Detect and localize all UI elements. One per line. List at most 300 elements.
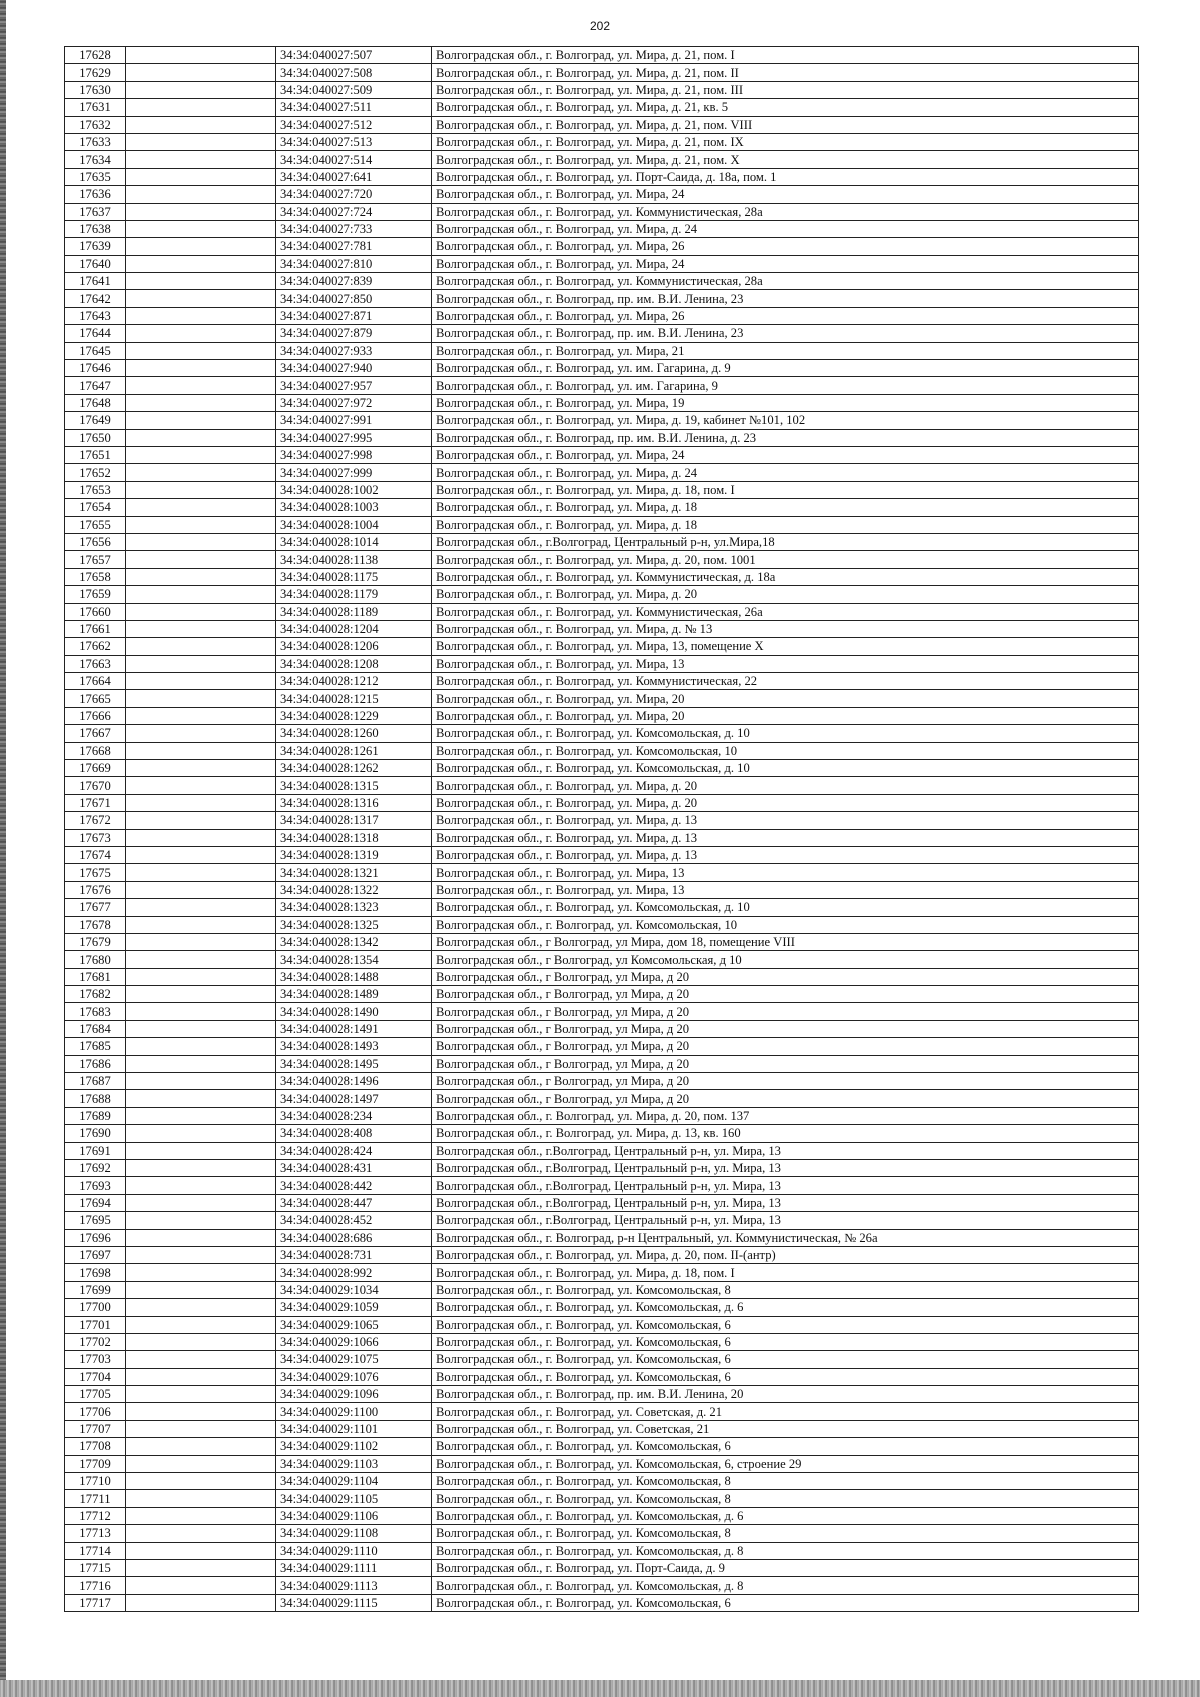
table-row — [65, 220, 1139, 237]
address-cell: Волгоградская обл., г Волгоград, ул Комсомольская, д 10 — [432, 951, 1139, 968]
table-row — [65, 673, 1139, 690]
row-number-cell: 17629 — [65, 64, 126, 81]
cadastral-number-cell: 34:34:040029:1096 — [276, 1386, 432, 1403]
cadastral-number-cell: 34:34:040027:933 — [276, 342, 432, 359]
table-row — [65, 620, 1139, 637]
address-cell: Волгоградская обл., г. Волгоград, ул. Комсомольская, 6 — [432, 1351, 1139, 1368]
row-number-cell: 17642 — [65, 290, 126, 307]
blank-cell — [126, 1455, 276, 1472]
cadastral-number-cell: 34:34:040027:850 — [276, 290, 432, 307]
cadastral-number-cell: 34:34:040028:1206 — [276, 638, 432, 655]
table-row — [65, 742, 1139, 759]
blank-cell — [126, 516, 276, 533]
cadastral-number-cell: 34:34:040028:1316 — [276, 794, 432, 811]
row-number-cell: 17633 — [65, 133, 126, 150]
address-cell: Волгоградская обл., г. Волгоград, ул. Мира, 13, помещение X — [432, 638, 1139, 655]
table-row — [65, 881, 1139, 898]
row-number-cell: 17638 — [65, 220, 126, 237]
table-row — [65, 1160, 1139, 1177]
address-cell: Волгоградская обл., г. Волгоград, ул. Мира, д. 18, пом. I — [432, 481, 1139, 498]
address-cell: Волгоградская обл., г. Волгоград, ул. Мира, 13 — [432, 864, 1139, 881]
table-row — [65, 168, 1139, 185]
address-cell: Волгоградская обл., г. Волгоград, ул. Советская, д. 21 — [432, 1403, 1139, 1420]
table-row — [65, 1073, 1139, 1090]
table-row — [65, 186, 1139, 203]
address-cell: Волгоградская обл., г. Волгоград, ул. Мира, д. 21, пом. VIII — [432, 116, 1139, 133]
row-number-cell: 17664 — [65, 673, 126, 690]
blank-cell — [126, 1055, 276, 1072]
cadastral-number-cell: 34:34:040029:1076 — [276, 1368, 432, 1385]
address-cell: Волгоградская обл., г. Волгоград, ул. им. Гагарина, 9 — [432, 377, 1139, 394]
address-cell: Волгоградская обл., г. Волгоград, ул. Мира, д. 21, пом. I — [432, 47, 1139, 64]
blank-cell — [126, 846, 276, 863]
address-cell: Волгоградская обл., г. Волгоград, ул. Комсомольская, 6 — [432, 1368, 1139, 1385]
blank-cell — [126, 690, 276, 707]
cadastral-number-cell: 34:34:040028:1260 — [276, 725, 432, 742]
row-number-cell: 17686 — [65, 1055, 126, 1072]
address-cell: Волгоградская обл., г. Волгоград, ул. Мира, 20 — [432, 707, 1139, 724]
blank-cell — [126, 1403, 276, 1420]
cadastral-number-cell: 34:34:040028:1002 — [276, 481, 432, 498]
table-row — [65, 1542, 1139, 1559]
table-row — [65, 725, 1139, 742]
cadastral-number-cell: 34:34:040027:508 — [276, 64, 432, 81]
cadastral-number-cell: 34:34:040028:1204 — [276, 620, 432, 637]
table-row — [65, 1438, 1139, 1455]
address-cell: Волгоградская обл., г.Волгоград, Центральный р-н, ул. Мира, 13 — [432, 1212, 1139, 1229]
row-number-cell: 17717 — [65, 1594, 126, 1611]
table-row — [65, 603, 1139, 620]
blank-cell — [126, 673, 276, 690]
blank-cell — [126, 1003, 276, 1020]
blank-cell — [126, 238, 276, 255]
cadastral-number-cell: 34:34:040028:1179 — [276, 586, 432, 603]
cadastral-number-cell: 34:34:040028:1261 — [276, 742, 432, 759]
address-cell: Волгоградская обл., г. Волгоград, ул. Мира, 24 — [432, 255, 1139, 272]
address-cell: Волгоградская обл., г. Волгоград, ул. Мира, д. 13 — [432, 829, 1139, 846]
page-number: 202 — [589, 19, 611, 33]
table-row — [65, 760, 1139, 777]
address-cell: Волгоградская обл., г. Волгоград, ул. Комсомольская, 10 — [432, 916, 1139, 933]
table-row — [65, 464, 1139, 481]
address-cell: Волгоградская обл., г. Волгоград, ул. Мира, д. 20 — [432, 794, 1139, 811]
address-cell: Волгоградская обл., г. Волгоград, ул. Мира, д. 20, пом. 137 — [432, 1107, 1139, 1124]
blank-cell — [126, 116, 276, 133]
table-row — [65, 1420, 1139, 1437]
blank-cell — [126, 1090, 276, 1107]
table-row — [65, 1003, 1139, 1020]
address-cell: Волгоградская обл., г. Волгоград, ул. Мира, д. 24 — [432, 220, 1139, 237]
cadastral-number-cell: 34:34:040028:1491 — [276, 1020, 432, 1037]
row-number-cell: 17641 — [65, 273, 126, 290]
cadastral-number-cell: 34:34:040027:724 — [276, 203, 432, 220]
blank-cell — [126, 342, 276, 359]
blank-cell — [126, 499, 276, 516]
row-number-cell: 17712 — [65, 1507, 126, 1524]
cadastral-number-cell: 34:34:040028:1229 — [276, 707, 432, 724]
table-row — [65, 1090, 1139, 1107]
blank-cell — [126, 168, 276, 185]
table-row — [65, 1107, 1139, 1124]
table-row — [65, 133, 1139, 150]
row-number-cell: 17659 — [65, 586, 126, 603]
blank-cell — [126, 133, 276, 150]
table-row — [65, 864, 1139, 881]
table-row — [65, 1177, 1139, 1194]
table-row — [65, 1333, 1139, 1350]
blank-cell — [126, 99, 276, 116]
row-number-cell: 17663 — [65, 655, 126, 672]
cadastral-number-cell: 34:34:040029:1100 — [276, 1403, 432, 1420]
blank-cell — [126, 290, 276, 307]
cadastral-number-cell: 34:34:040028:234 — [276, 1107, 432, 1124]
cadastral-number-cell: 34:34:040027:972 — [276, 394, 432, 411]
cadastral-number-cell: 34:34:040028:408 — [276, 1125, 432, 1142]
address-cell: Волгоградская обл., г. Волгоград, ул. Мира, д. 13 — [432, 846, 1139, 863]
cadastral-number-cell: 34:34:040028:1004 — [276, 516, 432, 533]
address-cell: Волгоградская обл., г. Волгоград, пр. им. В.И. Ленина, 23 — [432, 290, 1139, 307]
blank-cell — [126, 1160, 276, 1177]
cadastral-number-cell: 34:34:040029:1059 — [276, 1299, 432, 1316]
row-number-cell: 17635 — [65, 168, 126, 185]
address-cell: Волгоградская обл., г. Волгоград, пр. им. В.И. Ленина, 20 — [432, 1386, 1139, 1403]
blank-cell — [126, 360, 276, 377]
cadastral-number-cell: 34:34:040028:1342 — [276, 933, 432, 950]
table-row — [65, 1386, 1139, 1403]
row-number-cell: 17710 — [65, 1473, 126, 1490]
row-number-cell: 17677 — [65, 899, 126, 916]
row-number-cell: 17634 — [65, 151, 126, 168]
address-cell: Волгоградская обл., г. Волгоград, ул. Комсомольская, д. 10 — [432, 725, 1139, 742]
blank-cell — [126, 446, 276, 463]
row-number-cell: 17648 — [65, 394, 126, 411]
row-number-cell: 17669 — [65, 760, 126, 777]
address-cell: Волгоградская обл., г. Волгоград, ул. Комсомольская, д. 8 — [432, 1577, 1139, 1594]
table-row — [65, 377, 1139, 394]
blank-cell — [126, 1507, 276, 1524]
cadastral-number-cell: 34:34:040028:731 — [276, 1246, 432, 1263]
address-cell: Волгоградская обл., г. Волгоград, ул. им. Гагарина, д. 9 — [432, 360, 1139, 377]
address-cell: Волгоградская обл., г. Волгоград, ул. Мира, д. 21, пом. IX — [432, 133, 1139, 150]
row-number-cell: 17691 — [65, 1142, 126, 1159]
cadastral-number-cell: 34:34:040028:1189 — [276, 603, 432, 620]
cadastral-number-cell: 34:34:040029:1101 — [276, 1420, 432, 1437]
cadastral-number-cell: 34:34:040028:1496 — [276, 1073, 432, 1090]
cadastral-number-cell: 34:34:040028:1208 — [276, 655, 432, 672]
cadastral-number-cell: 34:34:040029:1115 — [276, 1594, 432, 1611]
address-cell: Волгоградская обл., г. Волгоград, ул. Советская, 21 — [432, 1420, 1139, 1437]
blank-cell — [126, 325, 276, 342]
cadastral-number-cell: 34:34:040027:720 — [276, 186, 432, 203]
address-cell: Волгоградская обл., г. Волгоград, ул. Комсомольская, д. 10 — [432, 899, 1139, 916]
blank-cell — [126, 1264, 276, 1281]
address-cell: Волгоградская обл., г. Волгоград, ул. Комсомольская, 8 — [432, 1281, 1139, 1298]
row-number-cell: 17630 — [65, 81, 126, 98]
table-row — [65, 1142, 1139, 1159]
table-row — [65, 64, 1139, 81]
cadastral-number-cell: 34:34:040028:1354 — [276, 951, 432, 968]
row-number-cell: 17675 — [65, 864, 126, 881]
table-row — [65, 446, 1139, 463]
table-row — [65, 99, 1139, 116]
table-row — [65, 638, 1139, 655]
cadastral-number-cell: 34:34:040027:513 — [276, 133, 432, 150]
cadastral-number-cell: 34:34:040029:1034 — [276, 1281, 432, 1298]
cadastral-number-cell: 34:34:040029:1110 — [276, 1542, 432, 1559]
table-row — [65, 1455, 1139, 1472]
row-number-cell: 17702 — [65, 1333, 126, 1350]
row-number-cell: 17694 — [65, 1194, 126, 1211]
blank-cell — [126, 220, 276, 237]
table-row — [65, 116, 1139, 133]
row-number-cell: 17688 — [65, 1090, 126, 1107]
blank-cell — [126, 1577, 276, 1594]
cadastral-number-cell: 34:34:040028:447 — [276, 1194, 432, 1211]
cadastral-number-cell: 34:34:040028:424 — [276, 1142, 432, 1159]
cadastral-number-cell: 34:34:040027:810 — [276, 255, 432, 272]
blank-cell — [126, 742, 276, 759]
row-number-cell: 17684 — [65, 1020, 126, 1037]
address-cell: Волгоградская обл., г. Волгоград, ул. Порт-Саида, д. 9 — [432, 1559, 1139, 1576]
cadastral-number-cell: 34:34:040028:1003 — [276, 499, 432, 516]
cadastral-number-cell: 34:34:040027:781 — [276, 238, 432, 255]
address-cell: Волгоградская обл., г Волгоград, ул Мира, д 20 — [432, 1055, 1139, 1072]
table-row — [65, 290, 1139, 307]
row-number-cell: 17697 — [65, 1246, 126, 1263]
blank-cell — [126, 1594, 276, 1611]
table-row — [65, 1194, 1139, 1211]
row-number-cell: 17716 — [65, 1577, 126, 1594]
row-number-cell: 17652 — [65, 464, 126, 481]
table-row — [65, 307, 1139, 324]
table-row — [65, 933, 1139, 950]
address-cell: Волгоградская обл., г Волгоград, ул Мира, д 20 — [432, 1090, 1139, 1107]
table-row — [65, 1125, 1139, 1142]
address-cell: Волгоградская обл., г. Волгоград, ул. Мира, д. 20 — [432, 586, 1139, 603]
cadastral-number-cell: 34:34:040028:442 — [276, 1177, 432, 1194]
table-row — [65, 81, 1139, 98]
address-cell: Волгоградская обл., г. Волгоград, ул. Мира, д. 21, кв. 5 — [432, 99, 1139, 116]
cadastral-number-cell: 34:34:040028:1490 — [276, 1003, 432, 1020]
address-cell: Волгоградская обл., г. Волгоград, ул. Комсомольская, 6 — [432, 1333, 1139, 1350]
cadastral-number-cell: 34:34:040029:1066 — [276, 1333, 432, 1350]
blank-cell — [126, 1107, 276, 1124]
row-number-cell: 17660 — [65, 603, 126, 620]
address-cell: Волгоградская обл., г. Волгоград, ул. Коммунистическая, 28а — [432, 203, 1139, 220]
table-row — [65, 551, 1139, 568]
cadastral-number-cell: 34:34:040028:1318 — [276, 829, 432, 846]
cadastral-number-cell: 34:34:040029:1108 — [276, 1525, 432, 1542]
cadastral-number-cell: 34:34:040027:957 — [276, 377, 432, 394]
row-number-cell: 17676 — [65, 881, 126, 898]
row-number-cell: 17631 — [65, 99, 126, 116]
blank-cell — [126, 916, 276, 933]
cadastral-number-cell: 34:34:040028:1262 — [276, 760, 432, 777]
address-cell: Волгоградская обл., г. Волгоград, ул. Комсомольская, 8 — [432, 1525, 1139, 1542]
cadastral-number-cell: 34:34:040028:1323 — [276, 899, 432, 916]
cadastral-number-cell: 34:34:040028:1488 — [276, 968, 432, 985]
table-row — [65, 794, 1139, 811]
table-row — [65, 481, 1139, 498]
address-cell: Волгоградская обл., г. Волгоград, ул. Мира, 19 — [432, 394, 1139, 411]
row-number-cell: 17682 — [65, 986, 126, 1003]
row-number-cell: 17696 — [65, 1229, 126, 1246]
blank-cell — [126, 1333, 276, 1350]
row-number-cell: 17706 — [65, 1403, 126, 1420]
row-number-cell: 17687 — [65, 1073, 126, 1090]
row-number-cell: 17701 — [65, 1316, 126, 1333]
blank-cell — [126, 481, 276, 498]
address-cell: Волгоградская обл., г Волгоград, ул Мира, д 20 — [432, 968, 1139, 985]
blank-cell — [126, 1194, 276, 1211]
cadastral-number-cell: 34:34:040027:509 — [276, 81, 432, 98]
row-number-cell: 17636 — [65, 186, 126, 203]
blank-cell — [126, 794, 276, 811]
address-cell: Волгоградская обл., г.Волгоград, Центральный р-н, ул. Мира, 13 — [432, 1194, 1139, 1211]
address-cell: Волгоградская обл., г. Волгоград, ул. Мира, 26 — [432, 238, 1139, 255]
blank-cell — [126, 64, 276, 81]
blank-cell — [126, 1351, 276, 1368]
cadastral-number-cell: 34:34:040029:1105 — [276, 1490, 432, 1507]
blank-cell — [126, 47, 276, 64]
address-cell: Волгоградская обл., г. Волгоград, ул. Мира, д. 20, пом. II-(антр) — [432, 1246, 1139, 1263]
blank-cell — [126, 377, 276, 394]
blank-cell — [126, 864, 276, 881]
row-number-cell: 17683 — [65, 1003, 126, 1020]
row-number-cell: 17708 — [65, 1438, 126, 1455]
table-row — [65, 1316, 1139, 1333]
table-row — [65, 1507, 1139, 1524]
blank-cell — [126, 933, 276, 950]
address-cell: Волгоградская обл., г. Волгоград, ул. Комсомольская, д. 10 — [432, 760, 1139, 777]
table-row — [65, 412, 1139, 429]
table-row — [65, 1403, 1139, 1420]
blank-cell — [126, 533, 276, 550]
row-number-cell: 17668 — [65, 742, 126, 759]
cadastral-number-cell: 34:34:040027:871 — [276, 307, 432, 324]
address-cell: Волгоградская обл., г. Волгоград, ул. Комсомольская, 6 — [432, 1438, 1139, 1455]
row-number-cell: 17689 — [65, 1107, 126, 1124]
table-row — [65, 690, 1139, 707]
cadastral-number-cell: 34:34:040027:641 — [276, 168, 432, 185]
blank-cell — [126, 186, 276, 203]
address-cell: Волгоградская обл., г. Волгоград, ул. Мира, 21 — [432, 342, 1139, 359]
address-cell: Волгоградская обл., г Волгоград, ул Мира, д 20 — [432, 986, 1139, 1003]
address-cell: Волгоградская обл., г. Волгоград, ул. Мира, 20 — [432, 690, 1139, 707]
table-row — [65, 707, 1139, 724]
cadastral-number-cell: 34:34:040027:940 — [276, 360, 432, 377]
address-cell: Волгоградская обл., г. Волгоград, ул. Комсомольская, 8 — [432, 1473, 1139, 1490]
row-number-cell: 17698 — [65, 1264, 126, 1281]
blank-cell — [126, 1212, 276, 1229]
row-number-cell: 17662 — [65, 638, 126, 655]
cadastral-number-cell: 34:34:040027:733 — [276, 220, 432, 237]
cadastral-number-cell: 34:34:040027:511 — [276, 99, 432, 116]
blank-cell — [126, 1542, 276, 1559]
address-cell: Волгоградская обл., г. Волгоград, ул. Мира, д. 21, пом. III — [432, 81, 1139, 98]
row-number-cell: 17670 — [65, 777, 126, 794]
address-cell: Волгоградская обл., г. Волгоград, ул. Комсомольская, 6, строение 29 — [432, 1455, 1139, 1472]
cadastral-number-cell: 34:34:040027:879 — [276, 325, 432, 342]
address-cell: Волгоградская обл., г.Волгоград, Центральный р-н, ул.Мира,18 — [432, 533, 1139, 550]
row-number-cell: 17643 — [65, 307, 126, 324]
blank-cell — [126, 603, 276, 620]
table-row — [65, 1490, 1139, 1507]
address-cell: Волгоградская обл., г Волгоград, ул Мира, д 20 — [432, 1038, 1139, 1055]
row-number-cell: 17661 — [65, 620, 126, 637]
blank-cell — [126, 1490, 276, 1507]
blank-cell — [126, 760, 276, 777]
table-row — [65, 360, 1139, 377]
cadastral-number-cell: 34:34:040029:1102 — [276, 1438, 432, 1455]
address-cell: Волгоградская обл., г. Волгоград, ул. Комсомольская, д. 8 — [432, 1542, 1139, 1559]
cadastral-number-cell: 34:34:040028:992 — [276, 1264, 432, 1281]
blank-cell — [126, 968, 276, 985]
cadastral-number-cell: 34:34:040027:995 — [276, 429, 432, 446]
cadastral-number-cell: 34:34:040028:1138 — [276, 551, 432, 568]
row-number-cell: 17699 — [65, 1281, 126, 1298]
row-number-cell: 17673 — [65, 829, 126, 846]
cadastral-number-cell: 34:34:040029:1113 — [276, 1577, 432, 1594]
row-number-cell: 17640 — [65, 255, 126, 272]
blank-cell — [126, 1525, 276, 1542]
row-number-cell: 17655 — [65, 516, 126, 533]
address-cell: Волгоградская обл., г. Волгоград, ул. Комсомольская, 6 — [432, 1594, 1139, 1611]
row-number-cell: 17637 — [65, 203, 126, 220]
cadastral-number-cell: 34:34:040027:514 — [276, 151, 432, 168]
blank-cell — [126, 1073, 276, 1090]
table-row — [65, 1281, 1139, 1298]
cadastral-number-cell: 34:34:040028:1322 — [276, 881, 432, 898]
address-cell: Волгоградская обл., г. Волгоград, пр. им. В.И. Ленина, 23 — [432, 325, 1139, 342]
address-cell: Волгоградская обл., г. Волгоград, ул. Коммунистическая, 26а — [432, 603, 1139, 620]
table-row — [65, 1229, 1139, 1246]
row-number-cell: 17680 — [65, 951, 126, 968]
cadastral-number-cell: 34:34:040028:1215 — [276, 690, 432, 707]
table-row — [65, 1559, 1139, 1576]
cadastral-number-cell: 34:34:040028:686 — [276, 1229, 432, 1246]
table-row — [65, 655, 1139, 672]
cadastral-number-cell: 34:34:040028:1497 — [276, 1090, 432, 1107]
table-row — [65, 1038, 1139, 1055]
address-cell: Волгоградская обл., г. Волгоград, ул. Комсомольская, д. 6 — [432, 1507, 1139, 1524]
table-row — [65, 47, 1139, 64]
cadastral-number-cell: 34:34:040027:512 — [276, 116, 432, 133]
table-row — [65, 429, 1139, 446]
address-cell: Волгоградская обл., г. Волгоград, р-н Центральный, ул. Коммунистическая, № 26а — [432, 1229, 1139, 1246]
address-cell: Волгоградская обл., г. Волгоград, ул. Мира, д. 13, кв. 160 — [432, 1125, 1139, 1142]
table-row — [65, 1246, 1139, 1263]
cadastral-number-cell: 34:34:040029:1104 — [276, 1473, 432, 1490]
blank-cell — [126, 81, 276, 98]
row-number-cell: 17665 — [65, 690, 126, 707]
blank-cell — [126, 1559, 276, 1576]
row-number-cell: 17679 — [65, 933, 126, 950]
address-cell: Волгоградская обл., г Волгоград, ул Мира, д 20 — [432, 1073, 1139, 1090]
address-cell: Волгоградская обл., г. Волгоград, пр. им. В.И. Ленина, д. 23 — [432, 429, 1139, 446]
table-row — [65, 1351, 1139, 1368]
table-row — [65, 1055, 1139, 1072]
address-cell: Волгоградская обл., г Волгоград, ул Мира, д 20 — [432, 1020, 1139, 1037]
address-cell: Волгоградская обл., г. Волгоград, ул. Мира, д. 21, пом. II — [432, 64, 1139, 81]
row-number-cell: 17650 — [65, 429, 126, 446]
row-number-cell: 17667 — [65, 725, 126, 742]
row-number-cell: 17653 — [65, 481, 126, 498]
blank-cell — [126, 1299, 276, 1316]
table-row — [65, 986, 1139, 1003]
blank-cell — [126, 151, 276, 168]
cadastral-number-cell: 34:34:040027:991 — [276, 412, 432, 429]
